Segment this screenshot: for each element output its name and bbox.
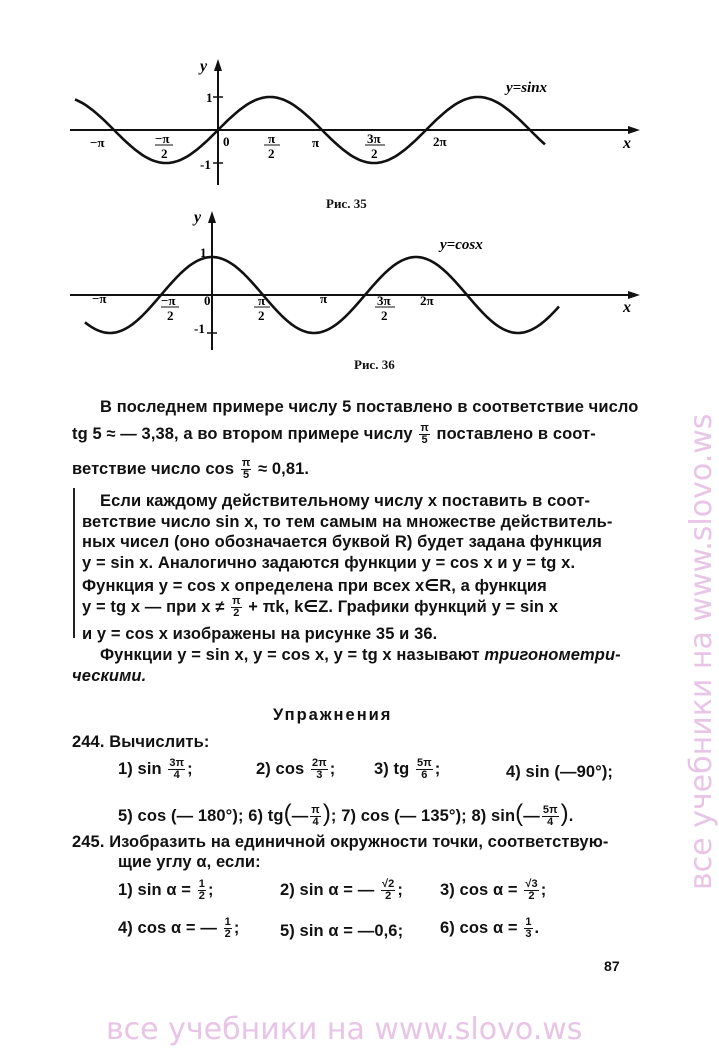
svg-text:π: π [320,291,328,306]
y-axis-arrow [208,211,216,223]
exercise-245-line2: щие углу α, если: [118,853,261,871]
exercise-245-r1-1: 1) sin α = $\frac{1}{2}$ ; [118,878,214,902]
function-label: y=sinx [506,80,548,96]
exercise-245-r2-2: 5) sin α = —0,6; [280,922,404,940]
tick-minus-one: -1 [200,157,211,172]
tick-one: 1 [206,90,213,105]
exercise-244: 244. Вычислить: [72,733,210,751]
svg-text:3π: 3π [367,131,381,146]
svg-text:−π: −π [92,291,107,306]
para1-line2: tg 5 ≈ — 3,38, а во втором примере числу $\frac{\pi}{5}$ поставлено в соот- [72,422,596,446]
y-label: y [194,209,202,226]
x-label: x [623,299,631,316]
exercise-245-r2-3: 6) cos α = $\frac{1}{3}$ . [440,916,540,940]
tick-one: 1 [200,245,207,260]
exercise-245-line1: 245. Изобразить на единичной окружности точки, соответствую- [72,833,609,851]
exercise-245-r2-1: 4) cos α = — $\frac{1}{2}$ ; [118,916,240,940]
svg-text:−π: −π [90,135,105,150]
svg-text:0: 0 [204,293,211,308]
bottom-watermark: все учебники на www.slovo.ws [106,1012,583,1047]
svg-text:2: 2 [268,146,275,161]
svg-text:−π: −π [155,131,170,146]
svg-text:2: 2 [161,146,168,161]
page-number: 87 [604,958,620,974]
definition-line4: y = sin x. Аналогично задаются функции y = cos x и y = tg x. [82,554,576,572]
side-watermark: все учебники на www.slovo.ws [684,413,719,890]
x-label: x [623,135,631,152]
figure-35-caption: Рис. 35 [326,196,367,211]
definition-line7: и y = cos x изображены на рисунке 35 и 36. [82,625,438,643]
function-label: y=cosx [440,237,483,253]
y-axis-arrow [214,59,222,71]
x-axis-arrow [628,291,640,299]
exercise-245-r1-2: 2) sin α = — $\frac{√2}{2}$ ; [280,878,403,902]
svg-text:2: 2 [371,146,378,161]
definition-line6: y = tg x — при x ≠ $\frac{\pi}{2}$ + πk, k∈Z. Графики функций y = sin x [82,595,559,619]
definition-line2: ветствие число sin x, то тем самым на множестве действитель- [82,513,613,531]
svg-text:0: 0 [223,134,230,149]
svg-text:π: π [268,131,276,146]
svg-text:π: π [312,135,320,150]
y-label: y [200,58,208,75]
exercises-heading: Упражнения [273,706,393,724]
svg-text:−π: −π [161,293,176,308]
exercise-244-item-1: 1) sin $\frac{3\pi}{4}$ ; [118,757,193,781]
x-axis-arrow [628,126,640,134]
definition-margin-bar [73,488,75,638]
svg-text:2: 2 [381,308,388,323]
para2-line1: Функции y = sin x, y = cos x, y = tg x называют тригонометри- [100,646,621,664]
para1-line1: В последнем примере числу 5 поставлено в соответствие число [100,398,639,416]
exercise-244-item-3: 3) tg $\frac{5\pi}{6}$ ; [374,757,441,781]
exercise-245-r1-3: 3) cos α = $\frac{√3}{2}$ ; [440,878,547,902]
svg-text:2π: 2π [420,293,434,308]
tick-minus-one: -1 [194,321,205,336]
definition-line1: Если каждому действительному числу x поставить в соот- [100,492,591,510]
para2-line2: ческими. [72,667,147,685]
exercise-244-item-4: 4) sin (—90°); [506,763,614,781]
exercise-244-item-2: 2) cos $\frac{2\pi}{3}$ ; [256,757,336,781]
svg-text:3π: 3π [377,293,391,308]
definition-line5: Функция y = cos x определена при всех x∈R, а функция [82,577,547,595]
exercise-244-row2: 5) cos (— 180°); 6) tg(— $\frac{\pi}{4}$ ); 7) cos (— 135°); 8) sin(— $\frac{5\pi}{4}$ ). [118,800,574,829]
definition-line3: ных чисел (оно обозначается буквой R) будет задана функция [82,533,603,551]
para1-line3: ветствие число cos $\frac{\pi}{5}$ ≈ 0,81. [72,457,310,481]
figure-36-caption: Рис. 36 [354,357,395,372]
svg-text:2: 2 [167,308,174,323]
svg-text:π: π [258,293,266,308]
svg-text:2π: 2π [433,134,447,149]
figure-36-cosine-graph [60,205,650,355]
figure-35-sine-graph [60,55,650,190]
svg-text:2: 2 [258,308,265,323]
